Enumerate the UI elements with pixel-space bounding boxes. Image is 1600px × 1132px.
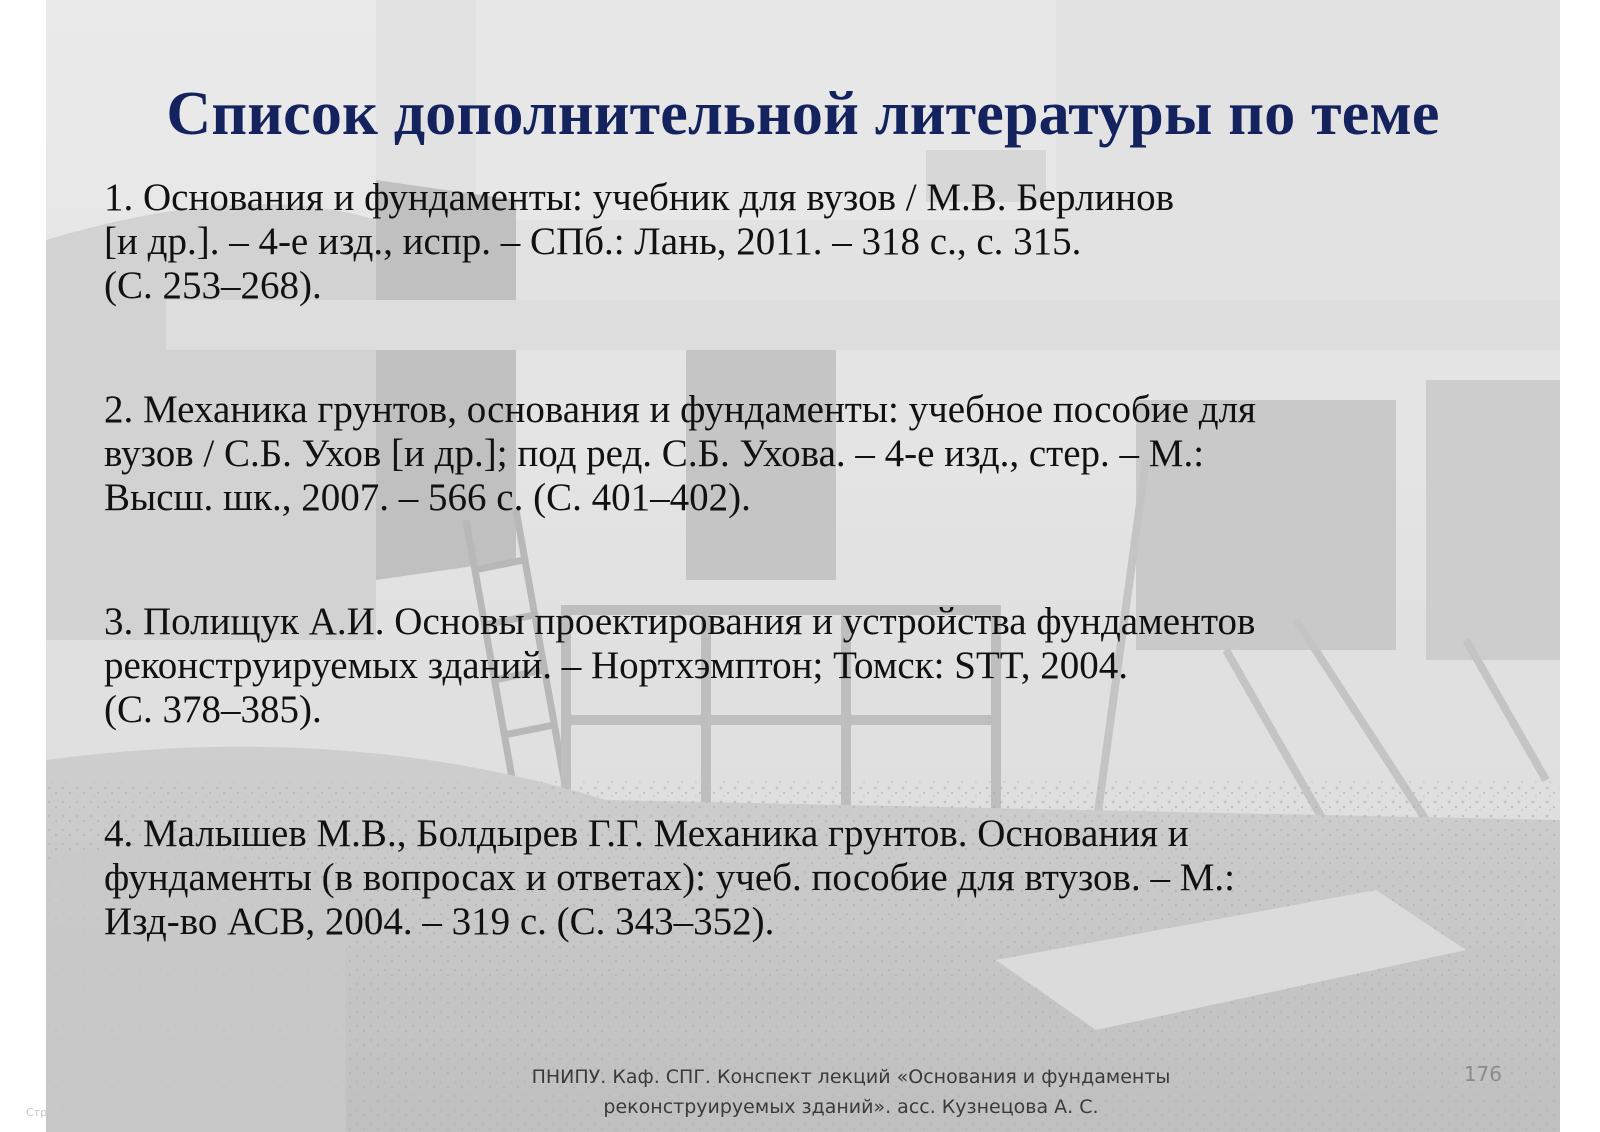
footer-line-2: реконструируемых зданий». асс. Кузнецова А. С. — [603, 1096, 1099, 1118]
slide-page-number: 176 — [1463, 1062, 1502, 1086]
reference-line: Изд-во АСВ, 2004. – 319 с. (С. 343–352). — [104, 900, 775, 943]
reference-item — [104, 176, 1524, 308]
reference-item — [104, 388, 1524, 520]
reference-line: 1. Основания и фундаменты: учебник для вузов / М.В. Берлинов — [104, 176, 1175, 219]
reference-line: 2. Механика грунтов, основания и фундаменты: учебное пособие для — [104, 388, 1256, 431]
reference-line: 4. Малышев М.В., Болдырев Г.Г. Механика грунтов. Основания и — [104, 812, 1189, 855]
reference-line: фундаменты (в вопросах и ответах): учеб. пособие для втузов. – М.: — [104, 856, 1235, 899]
footer-line-1: ПНИПУ. Каф. СПГ. Конспект лекций «Основания и фундаменты — [531, 1066, 1171, 1088]
reference-line: (С. 253–268). — [104, 264, 322, 307]
reference-item — [104, 600, 1524, 732]
reference-line: 3. Полищук А.И. Основы проектирования и устройства фундаментов — [104, 600, 1256, 643]
slide-title: Список дополнительной литературы по теме — [166, 80, 1440, 148]
reference-item — [104, 812, 1524, 944]
slide — [46, 0, 1560, 1132]
slide-footer — [441, 1062, 1261, 1122]
page-side-mark: Стр. 176 — [26, 1106, 76, 1119]
reference-line: Высш. шк., 2007. – 566 с. (С. 401–402). — [104, 476, 751, 519]
reference-list — [104, 176, 1524, 1024]
reference-line: [и др.]. – 4-е изд., испр. – СПб.: Лань, 2011. – 318 с., с. 315. — [104, 220, 1082, 263]
reference-line: реконструируемых зданий. – Нортхэмптон; Томск: STT, 2004. — [104, 644, 1128, 687]
reference-line: (С. 378–385). — [104, 688, 322, 731]
reference-line: вузов / С.Б. Ухов [и др.]; под ред. С.Б. Ухова. – 4-е изд., стер. – М.: — [104, 432, 1205, 475]
